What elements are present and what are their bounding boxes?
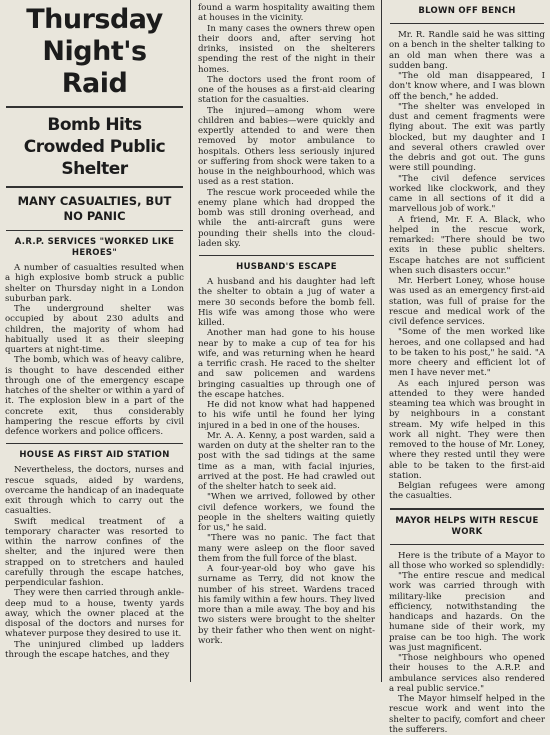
section-heading: BLOWN OFF BENCH <box>418 6 516 16</box>
section-heading: A.R.P. SERVICES "WORKED LIKE HEROES" <box>14 237 175 258</box>
paragraph: "The shelter was enveloped in dust and cement fragments were flying about. The exit was partly blocked, but my daughter and I and several others crawled over the debris and got out. The guns were still pounding. <box>389 101 545 174</box>
paragraph: Belgian refugees were among the casualties. <box>389 481 545 502</box>
column-1 <box>0 0 189 682</box>
divider <box>199 255 374 256</box>
paragraph: Mr. A. A. Kenny, a post warden, said a warden on duty at the shelter ran to the post with the sad tidings at the same time as a man, with facial injuries, arrived at the post. He had crawled out of the shelter hatch to seek aid. <box>198 430 375 492</box>
column-3 <box>384 0 550 735</box>
deck-primary: Bomb Hits Crowded Public Shelter <box>23 115 166 179</box>
paragraph: "The civil defence services worked like clockwork, and they came in all sections of it did a marvellous job of work." <box>389 173 545 215</box>
paragraph: The uninjured climbed up ladders through the escape hatches, and they <box>5 639 184 660</box>
column-2 <box>193 0 380 682</box>
divider <box>6 186 183 188</box>
paragraph: Swift medical treatment of a temporary character was resorted to within the narrow confines of the shelter, and the injured were then strapped on to stretchers and hauled carefully through the escape hatches, perpendicular fashion. <box>5 516 184 588</box>
divider <box>390 544 544 545</box>
paragraph: "Those neighbours who opened their houses to the A.R.P. and ambulance services also rendered a real public service." <box>389 653 545 694</box>
section-heading: HUSBAND'S ESCAPE <box>236 262 337 272</box>
column-rule <box>381 0 382 682</box>
paragraph: found a warm hospitality awaiting them at houses in the vicinity. <box>198 3 375 24</box>
paragraph: In many cases the owners threw open their doors and, after serving hot drinks, insisted on the shelterers spending the rest of the night in their homes. <box>198 23 375 75</box>
headline: Thursday Night's Raid <box>26 4 163 99</box>
paragraph: The doctors used the front room of one of the houses as a first-aid clearing station for the casualties. <box>198 74 375 106</box>
paragraph: Nevertheless, the doctors, nurses and rescue squads, aided by wardens, overcame the handicap of an inadequate exit through which to carry out the casualties. <box>5 465 184 517</box>
paragraph: The rescue work proceeded while the enemy plane which had dropped the bomb was still droning overhead, and while the anti-aircraft guns were pounding their shells into the cloud-laden sky. <box>198 187 375 249</box>
paragraph: The injured—among whom were children and babies—were quickly and expertly attended to and were then removed by motor ambulance to hospitals. Others less seriously injured or suffering from shock were taken to a house in the neighbourhood, which was used as a rest station. <box>198 105 375 188</box>
divider <box>390 23 544 24</box>
paragraph: The underground shelter was occupied by about 230 adults and children, the majority of whom had habitually used it as their sleeping quarters at night-time. <box>5 304 184 355</box>
paragraph: A number of casualties resulted when a high explosive bomb struck a public shelter on Thursday night in a London suburban park. <box>5 263 184 304</box>
divider <box>390 508 544 510</box>
paragraph: They were then carried through ankle-deep mud to a house, twenty yards away, which the owner placed at the disposal of the doctors and nurses for whatever purpose they desired to use it. <box>5 588 184 640</box>
paragraph: "Some of the men worked like heroes, and one collapsed and had to be taken to his post," he said. "A more cheery and efficient lot of men I have never met." <box>389 327 545 379</box>
paragraph: Mr. R. Randle said he was sitting on a bench in the shelter talking to an old man when there was a sudden bang. <box>389 30 545 71</box>
paragraph: "When we arrived, followed by other civil defence workers, we found the people in the shelters waiting quietly for us," he said. <box>198 492 375 533</box>
paragraph: The bomb, which was of heavy calibre, is thought to have descended either through one of the emergency escape hatches of the shelter or within a yard of it. The explosion blew in a part of the concrete exit, thus considerably hampering the rescue efforts by civil defence workers and police officers. <box>5 355 184 437</box>
paragraph: Another man had gone to his house near by to make a cup of tea for his wife, and was returning when he heard a terrific crash. He raced to the shelter and saw policemen and wardens bringing casualties up through one of the escape hatches. <box>198 328 375 400</box>
paragraph: The Mayor himself helped in the rescue work and went into the shelter to pacify, comfort and cheer the sufferers. <box>389 694 545 735</box>
divider <box>6 106 183 108</box>
paragraph: "The entire rescue and medical work was carried through with military-like precision and efficiency, notwithstanding the handicaps and hazards. On the humane side of their work, my praise can be too high. The work was just magnificent. <box>389 571 545 653</box>
section-heading: HOUSE AS FIRST AID STATION <box>19 450 170 461</box>
divider <box>6 443 183 444</box>
paragraph: "The old man disappeared, I don't know where, and I was blown off the bench," he added. <box>389 71 545 102</box>
paragraph: As each injured person was attended to they were handed steaming tea which was brought in by neighbours in a constant stream. My wife helped in this work all night. They were then removed to the house of Mr. Loney, where they rested until they were able to be taken to the first-aid station. <box>389 378 545 481</box>
paragraph: Here is the tribute of a Mayor to all those who worked so splendidly: <box>389 550 545 571</box>
paragraph: Mr. Herbert Loney, whose house was used as an emergency first-aid station, was full of praise for the rescue and medical work of the civil defence services. <box>389 276 545 327</box>
section-heading: MAYOR HELPS WITH RESCUE WORK <box>395 515 539 537</box>
paragraph: A husband and his daughter had left the shelter to obtain a jug of water a mere 30 seconds before the bomb fell. His wife was among those who were killed. <box>198 277 375 328</box>
paragraph: He did not know what had happened to his wife until he found her lying injured in a bed in one of the houses. <box>198 400 375 431</box>
paragraph: A friend, Mr. F. A. Black, who helped in the rescue work, remarked: "There should be two exits in these public shelters. Escape hatches are not sufficient when such disasters occur." <box>389 214 545 276</box>
divider <box>6 230 183 231</box>
column-rule <box>190 0 191 682</box>
paragraph: A four-year-old boy who gave his surname as Terry, did not know the number of his street. Wardens traced his family within a few hours. They lived more than a mile away. The boy and his two sisters were brought to the shelter by their father who then went on night-work. <box>198 564 375 646</box>
paragraph: "There was no panic. The fact that many were asleep on the floor saved them from the full force of the blast. <box>198 533 375 564</box>
deck-secondary: MANY CASUALTIES, BUT NO PANIC <box>17 194 172 223</box>
